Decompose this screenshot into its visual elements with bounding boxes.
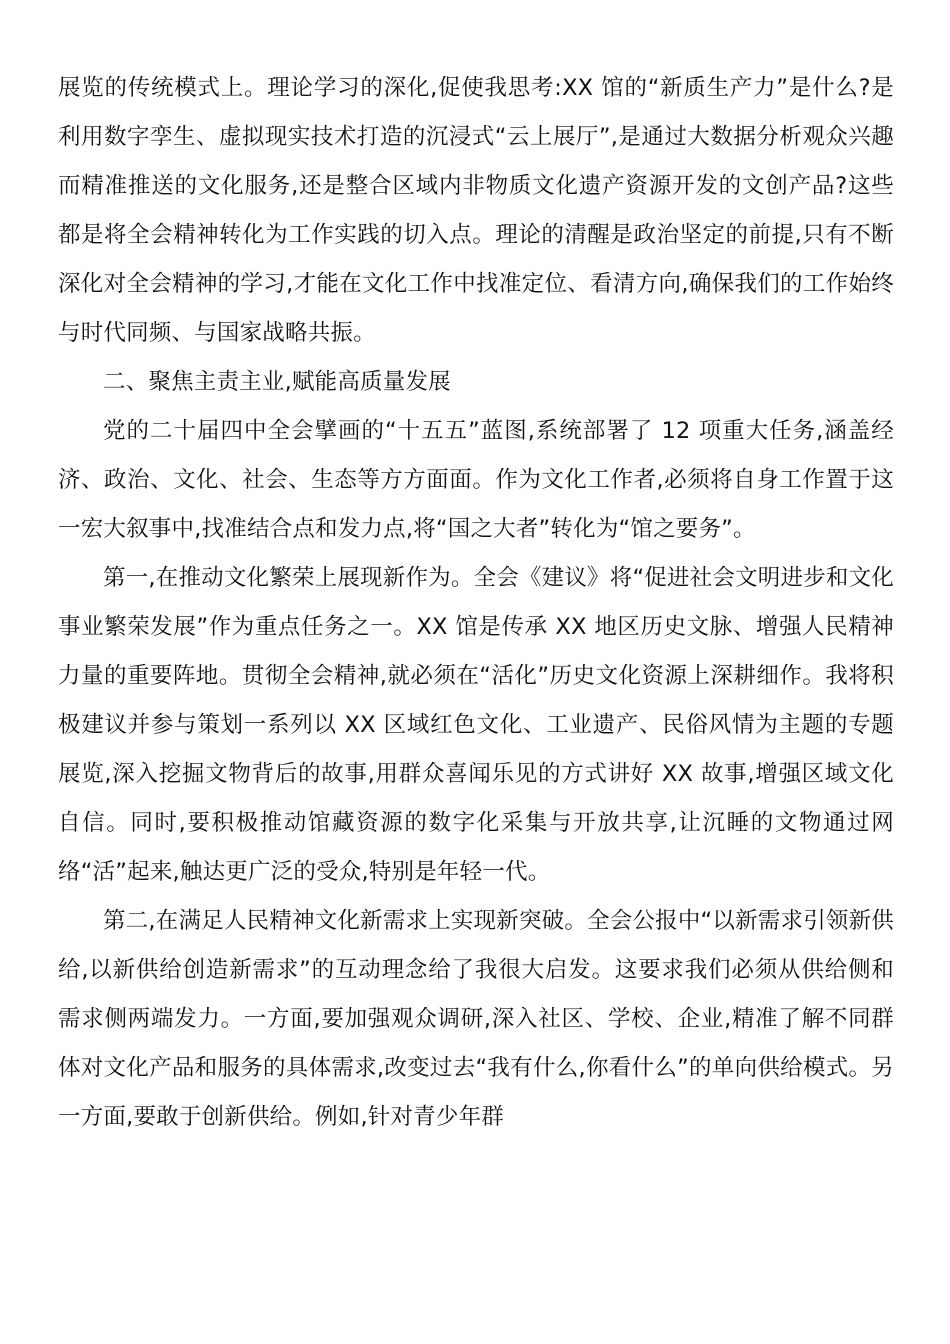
section-heading: 二、聚焦主责主业,赋能高质量发展	[103, 369, 451, 395]
paragraph: 第二,在满足人民精神文化新需求上实现新突破。全会公报中“以新需求引领新供给,以新供给创造新需求”的互动理念给了我很大启发。这要求我们必须从供给侧和需求侧两端发力。一方面,要加强观众调研,深入社区、学校、企业,精准了解不同群体对文化产品和服务的具体需求,改变过去“我有什么,你看什么”的单向供给模式。另一方面,要敢于创新供给。例如,针对青少年群	[58, 908, 895, 1130]
document-page	[58, 64, 894, 1142]
paragraph: 第一,在推动文化繁荣上展现新作为。全会《建议》将“促进社会文明进步和文化事业繁荣发展”作为重点任务之一。XX 馆是传承 XX 地区历史文脉、增强人民精神力量的重要阵地。贯彻全会精神,就必须在“活化”历史文化资源上深耕细作。我将积极建议并参与策划一系列以 XX 区域红色文化、工业遗产、民俗风情为主题的专题展览,深入挖掘文物背后的故事,用群众喜闻乐见的方式讲好 XX 故事,增强区域文化自信。同时,要积极推动馆藏资源的数字化采集与开放共享,让沉睡的文物通过网络“活”起来,触达更广泛的受众,特别是年轻一代。	[58, 565, 895, 885]
paragraph-continuation: 展览的传统模式上。理论学习的深化,促使我思考:XX 馆的“新质生产力”是什么?是利用数字孪生、虚拟现实技术打造的沉浸式“云上展厅”,是通过大数据分析观众兴趣而精准推送的文化服务,还是整合区域内非物质文化遗产资源开发的文创产品?这些都是将全会精神转化为工作实践的切入点。理论的清醒是政治坚定的前提,只有不断深化对全会精神的学习,才能在文化工作中找准定位、看清方向,确保我们的工作始终与时代同频、与国家战略共振。	[58, 75, 894, 346]
paragraph: 党的二十届四中全会擘画的“十五五”蓝图,系统部署了 12 项重大任务,涵盖经济、政治、文化、社会、生态等方方面面。作为文化工作者,必须将自身工作置于这一宏大叙事中,找准结合点和发力点,将“国之大者”转化为“馆之要务”。	[58, 418, 894, 542]
